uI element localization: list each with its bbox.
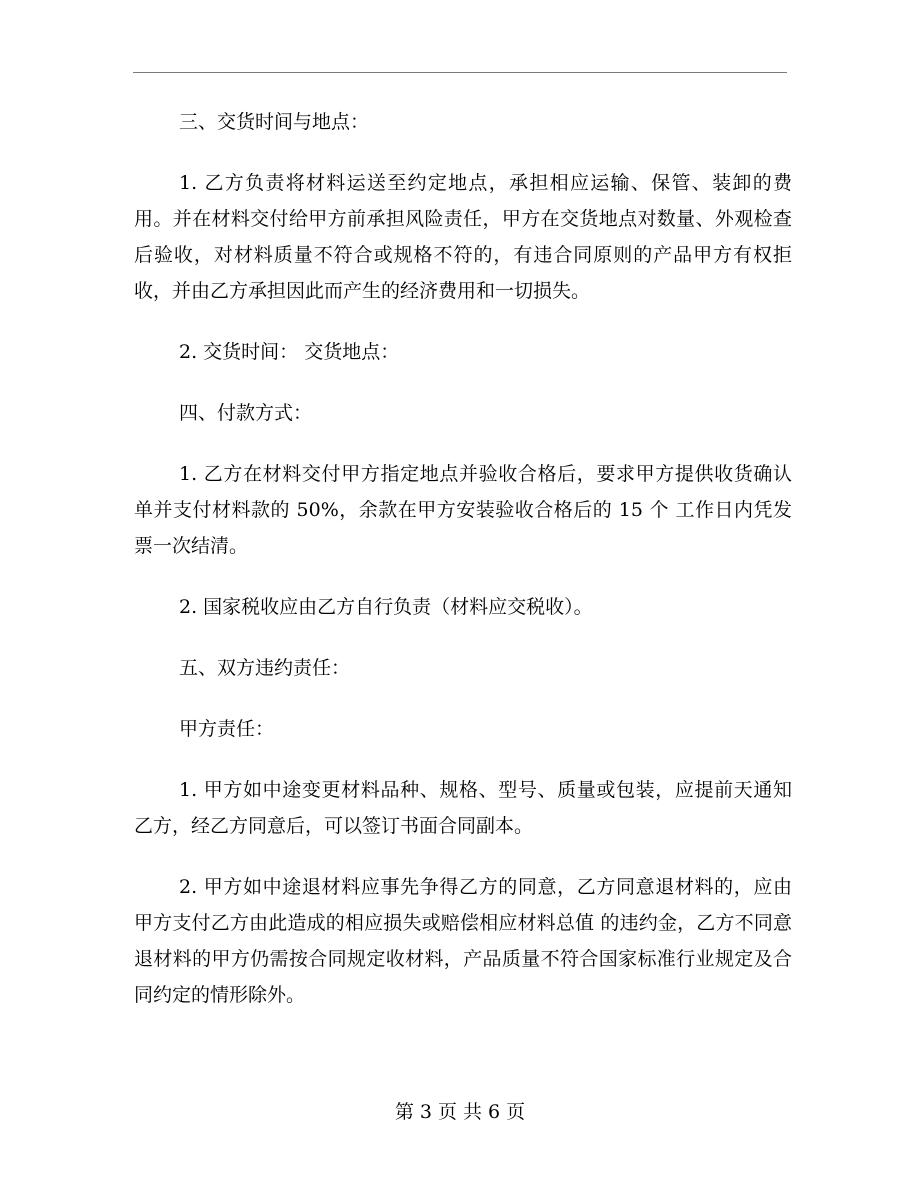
section-heading-delivery: 三、交货时间与地点： [179,111,370,133]
paragraph-party-a-2: 2. 甲方如中途退材料应事先争得乙方的同意，乙方同意退材料的，应由甲方支付乙方由此造成的相应损失或赔偿相应材料总值 的违约金，乙方不同意退材料的甲方仍需按合同规定收材料，产品质量不符合国家标准行业规定及合同约定的情形除外。 [134,876,792,1006]
subheading-party-a: 甲方责任： [179,718,275,740]
paragraph-delivery-2: 2. 交货时间： 交货地点： [179,341,400,363]
section-heading-payment: 四、付款方式： [179,402,313,424]
paragraph-payment-2: 2. 国家税收应由乙方自行负责（材料应交税收）。 [179,596,593,618]
document-body [134,104,792,1038]
header-rule [133,72,787,73]
section-heading-liability: 五、双方违约责任： [179,657,351,679]
page-number: 第 3 页 共 6 页 [394,1101,526,1123]
paragraph-party-a-1: 1. 甲方如中途变更材料品种、规格、型号、质量或包装，应提前天通知乙方，经乙方同意后，可以签订书面合同副本。 [134,779,792,837]
paragraph-delivery-1: 1. 乙方负责将材料运送至约定地点，承担相应运输、保管、装卸的费用。并在材料交付给甲方前承担风险责任，甲方在交货地点对数量、外观检查后验收，对材料质量不符合或规格不符的，有违合同原则的产品甲方有权拒收，并由乙方承担因此而产生的经济费用和一切损失。 [134,172,792,302]
paragraph-payment-1: 1. 乙方在材料交付甲方指定地点并验收合格后，要求甲方提供收货确认单并支付材料款的 50%，余款在甲方安装验收合格后的 15 个 工作日内凭发票一次结清。 [134,463,792,557]
